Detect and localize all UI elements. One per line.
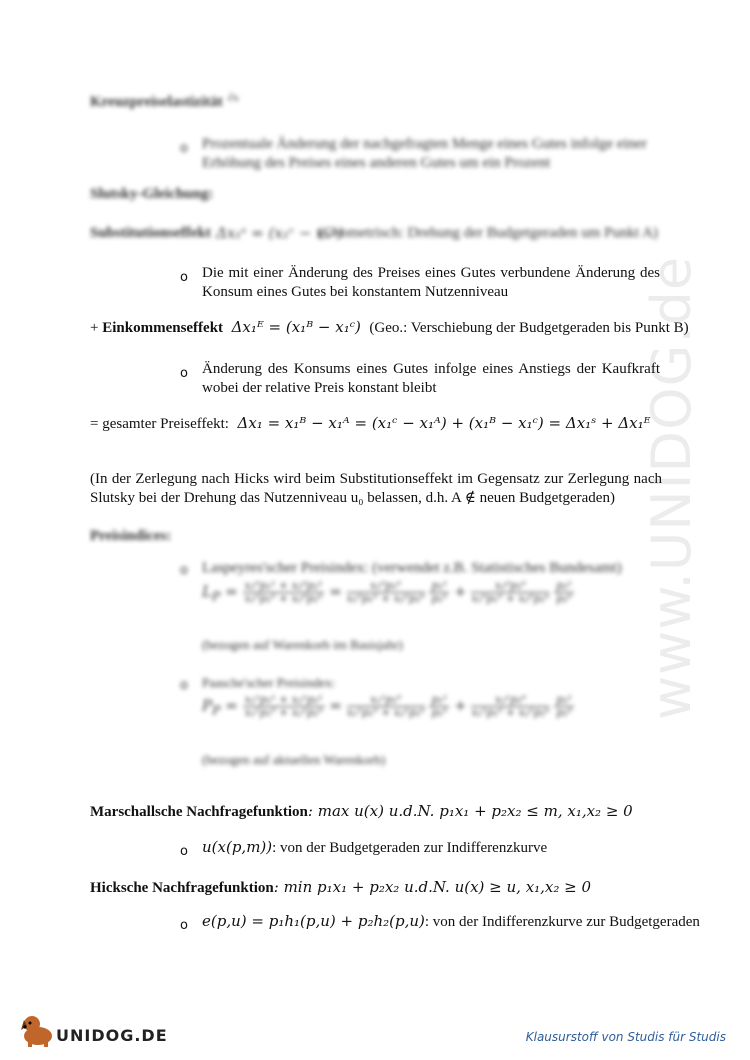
watermark: www.UNIDOG.de — [640, 255, 703, 720]
income-effect-rest: (Geo.: Verschiebung der Budgetgeraden bis Punkt B) — [369, 320, 689, 336]
laspeyres-formula: $L_P$ = $\frac{\text{x₁⁰p₁¹ + x₂⁰p₂¹}}{\text{x₁⁰p₁⁰ + x₂⁰p₂⁰}}$ = $\frac{\text{x₁⁰p₁⁰}}{\text{x₁⁰p₁⁰ + x₂⁰p₂⁰}}$ $\frac{\text{p₁¹}}{\text{p₁⁰}}$ + $\frac{\text{x₂⁰p₂⁰}}{\text{x₁⁰p₁⁰ + x₂⁰p₂⁰}}$ $\frac{\text{p₂¹}}{\text{p₂⁰}}$ — [202, 579, 572, 605]
substitution-rest: (Geometrisch: Drehung der Budgetgeraden um Punkt A) — [318, 225, 658, 241]
price-index-title: Preisindices: — [90, 528, 172, 544]
dog-logo-icon — [18, 1012, 58, 1053]
hicks-title: Hicksche Nachfragefunktion — [90, 880, 274, 896]
total-effect-line — [90, 414, 651, 433]
marshall-title: Marschallsche Nachfragefunktion — [90, 804, 308, 820]
marshall-bullet-formula: u(x(p,m)) — [202, 838, 273, 856]
paasche-note: (bezogen auf aktuellen Warenkorb) — [202, 752, 386, 767]
bullet-icon: o — [180, 563, 188, 578]
hicks-line — [90, 878, 591, 897]
bullet-icon: o — [180, 844, 188, 859]
slutsky-title: Slutsky-Gleichung: — [90, 186, 214, 202]
total-effect-formula: Δx₁ = x₁ᴮ − x₁ᴬ = (x₁ᶜ − x₁ᴬ) + (x₁ᴮ − x₁ᶜ) = Δx₁ˢ + Δx₁ᴱ — [232, 414, 651, 432]
marshall-formula: : max u(x) u.d.N. p₁x₁ + p₂x₂ ≤ m, x₁,x₂ ≥ 0 — [307, 802, 633, 820]
total-effect-label: = gesamter Preiseffekt: — [90, 416, 229, 432]
income-effect-title: Einkommenseffekt — [102, 320, 224, 336]
bullet-icon: o — [180, 270, 188, 285]
laspeyres-note: (bezogen auf Warenkorb im Basisjahr) — [202, 637, 403, 652]
income-effect-line — [90, 318, 689, 337]
marshall-bullet — [202, 838, 547, 857]
bullet-icon: o — [180, 918, 188, 933]
income-bullet-text: Änderung des Konsums eines Gutes infolge eines Anstiegs der Kaufkraft wobei der relative Preis konstant bleibt — [202, 361, 660, 396]
marshall-line — [90, 802, 633, 821]
substitution-title: Substitutionseffekt — [90, 225, 211, 241]
kreuz-symbol: ∂x — [228, 92, 239, 104]
paasche-heading: Paasche'scher Preisindex: — [202, 675, 336, 690]
bullet-icon: o — [180, 366, 188, 381]
income-effect-formula: Δx₁ᴱ = (x₁ᴮ − x₁ᶜ) — [226, 318, 366, 336]
laspeyres-heading: Laspeyres'scher Preisindex: (verwendet z.B. Statistisches Bundesamt) — [202, 560, 622, 576]
footer-slogan: Klausurstoff von Studis für Studis — [525, 1030, 726, 1044]
hicks-formula: : min p₁x₁ + p₂x₂ u.d.N. u(x) ≥ u, x₁,x₂ ≥ 0 — [273, 878, 592, 896]
hicks-bullet-formula: e(p,u) = p₁h₁(p,u) + p₂h₂(p,u) — [202, 912, 425, 930]
paasche-formula: $P_P$ = $\frac{\text{x₁¹p₁¹ + x₂¹p₂¹}}{\text{x₁¹p₁⁰ + x₂¹p₂⁰}}$ = $\frac{\text{x₁¹p₁⁰}}{\text{x₁¹p₁⁰ + x₂¹p₂⁰}}$ $\frac{\text{p₁¹}}{\text{p₁⁰}}$ + $\frac{\text{x₂¹p₂⁰}}{\text{x₁¹p₁⁰ + x₂¹p₂⁰}}$ $\frac{\text{p₂¹}}{\text{p₂⁰}}$ — [202, 693, 573, 719]
bullet-icon: o — [180, 678, 188, 693]
kreuz-title: Kreuzpreiselastizität — [90, 94, 223, 110]
hicks-note: (In der Zerlegung nach Hicks wird beim Substitutionseffekt im Gegensatz zur Zerlegung nach Slutsky bei der Drehung das Nutzenniveau u₀ belassen, d.h. A ∉ neuen Budgetgeraden) — [90, 471, 662, 506]
income-prefix: + — [90, 320, 99, 336]
marshall-bullet-text: : von der Budgetgeraden zur Indifferenzkurve — [272, 840, 548, 856]
hicks-bullet — [202, 912, 700, 931]
hicks-bullet-text: : von der Indifferenzkurve zur Budgetgeraden — [424, 914, 700, 930]
kreuz-bullet-text: Prozentuale Änderung der nachgefragten Menge eines Gutes infolge einer Erhöhung des Preises eines anderen Gutes um ein Prozent — [202, 136, 647, 171]
bullet-icon: o — [180, 141, 188, 156]
substitution-bullet-text: Die mit einer Änderung des Preises eines Gutes verbundene Änderung des Konsum eines Gutes bei konstantem Nutzenniveau — [202, 265, 660, 300]
logo-text: UNIDOG.DE — [56, 1026, 168, 1045]
substitution-formula: Δx₁ˢ = (x₁ᶜ − x₁ᴬ) — [216, 224, 344, 242]
